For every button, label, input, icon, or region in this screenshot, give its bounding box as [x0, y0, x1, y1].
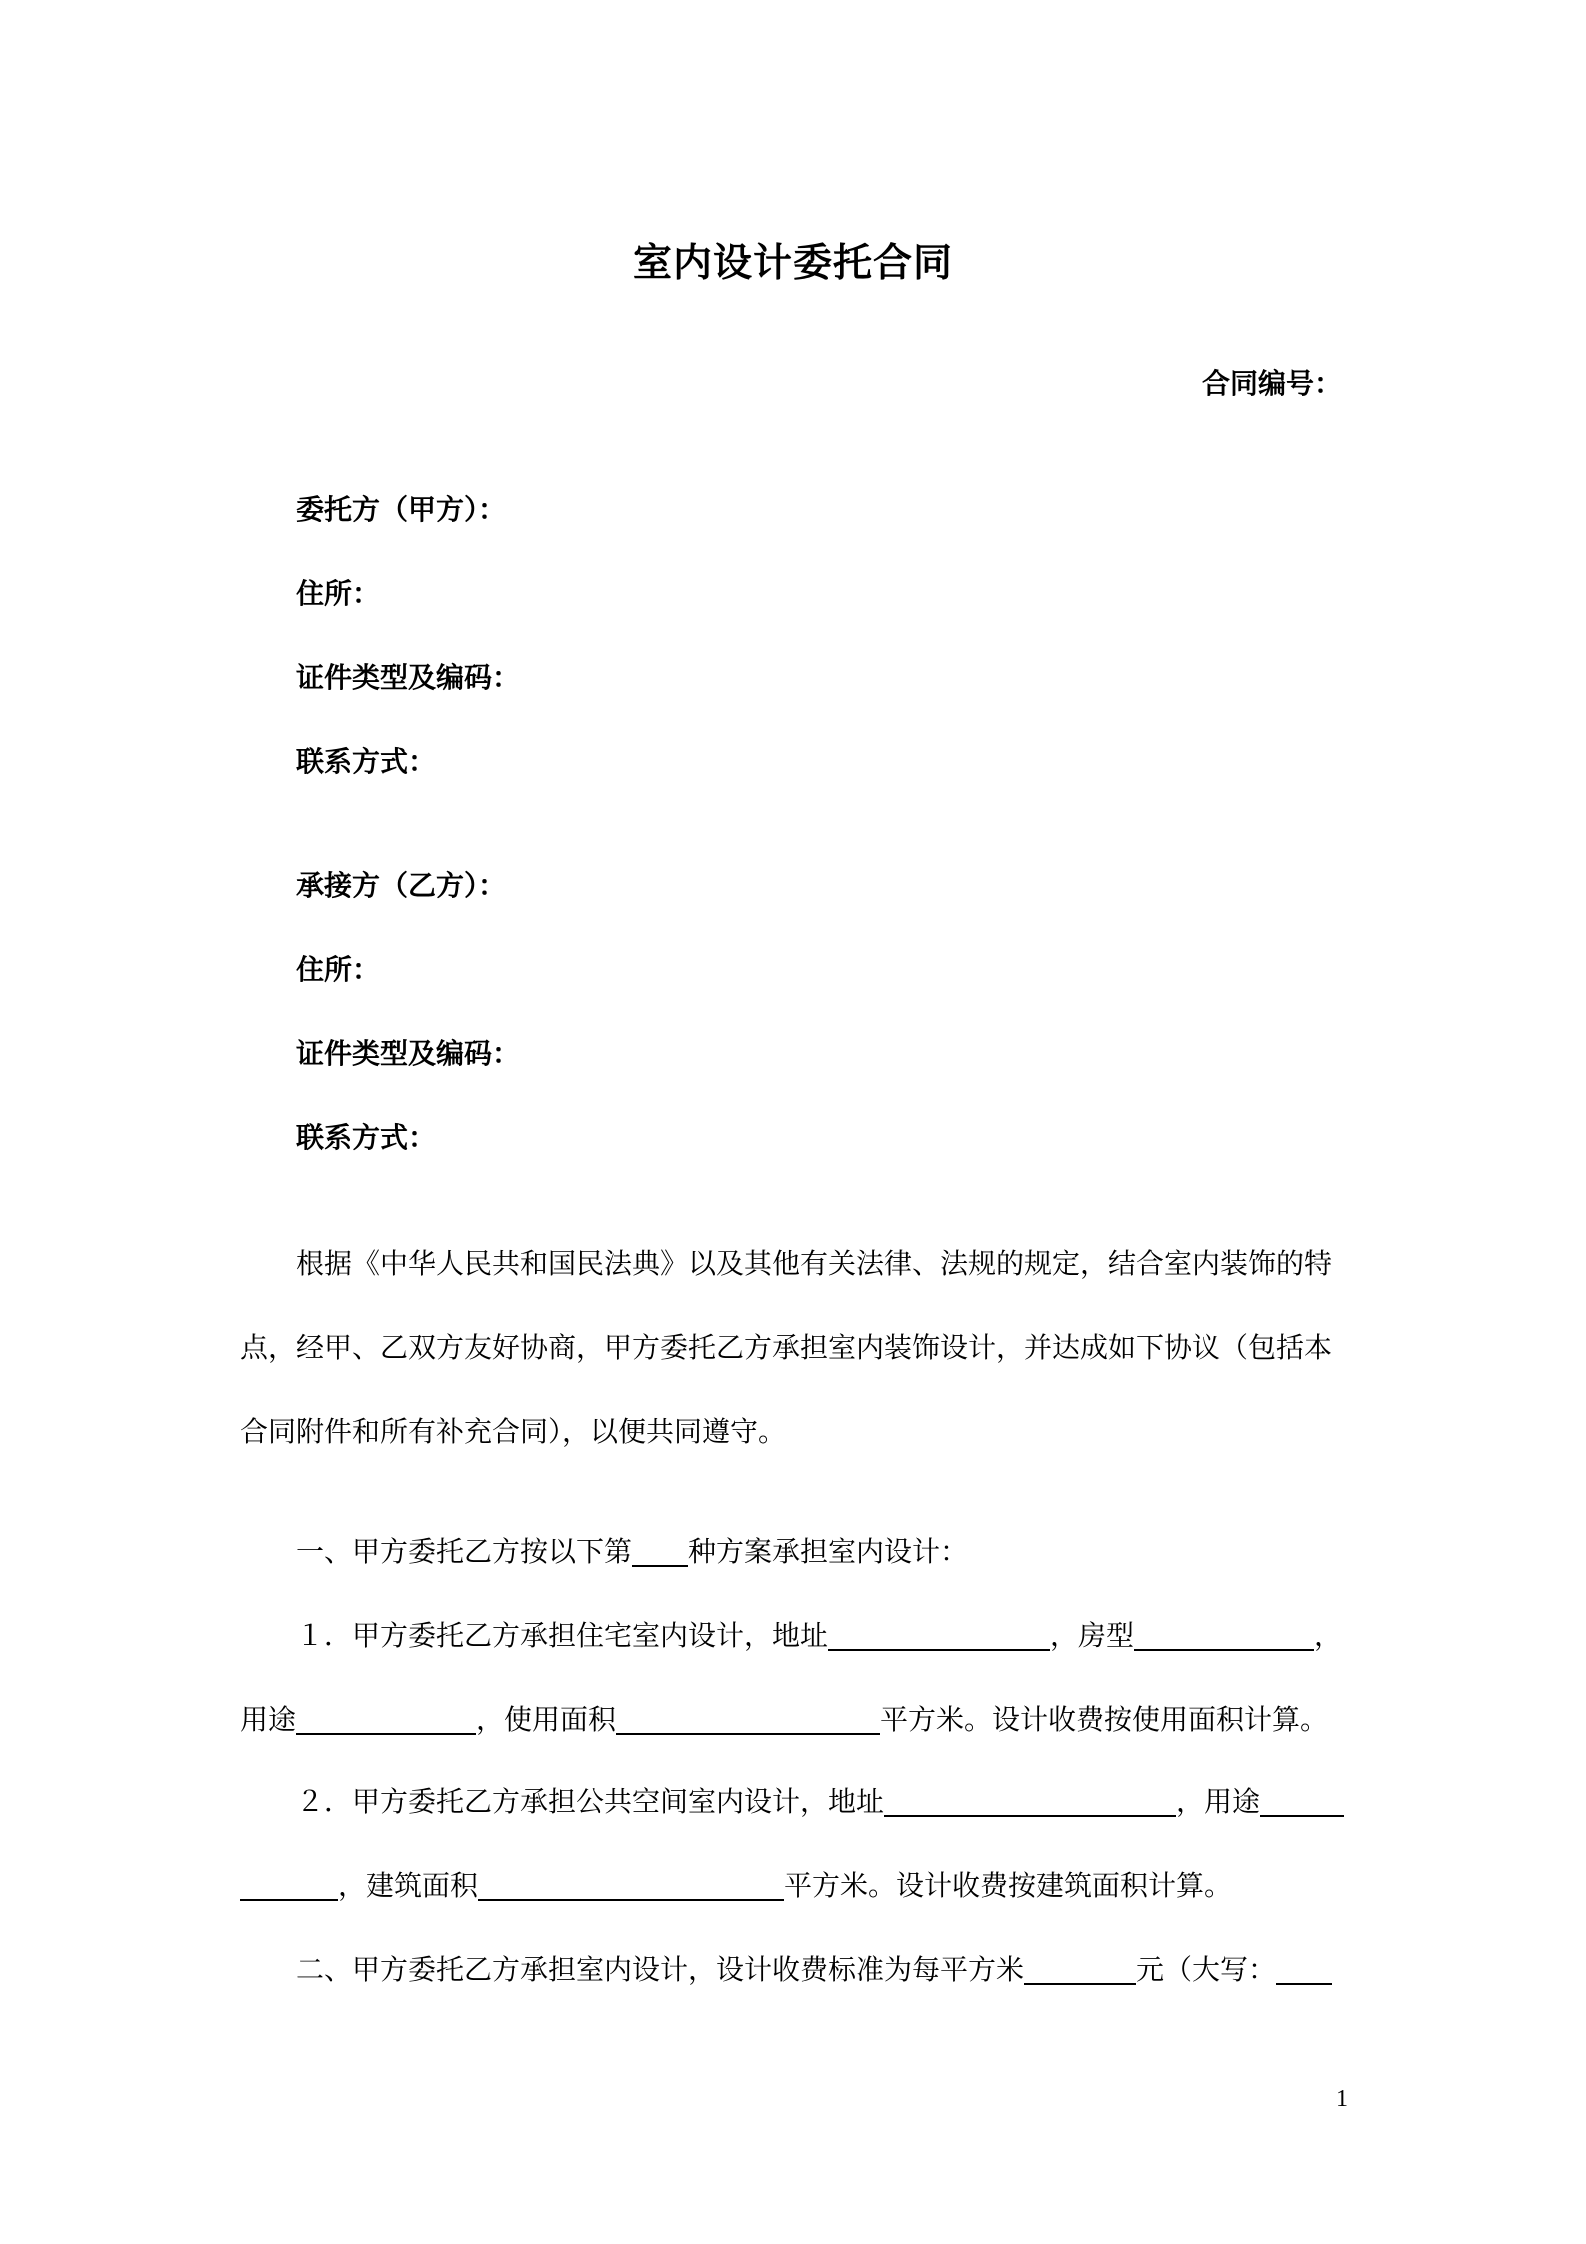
item-1-text-e: ，使用面积 — [476, 1703, 617, 1736]
preamble-paragraph — [240, 1222, 1346, 1474]
scheme-number-blank[interactable] — [632, 1535, 688, 1567]
clause-1-item-1-line-2 — [240, 1700, 1328, 1740]
item-1-text-d: 用途 — [240, 1703, 297, 1736]
public-space-use-blank-part-1[interactable] — [1260, 1785, 1344, 1817]
party-b-heading: 承接方（乙方）： — [296, 869, 507, 902]
house-type-blank[interactable] — [1134, 1619, 1314, 1651]
party-b-contact: 联系方式： — [296, 1121, 437, 1154]
contract-number-label: 合同编号： — [1201, 367, 1342, 400]
public-space-address-blank[interactable] — [884, 1785, 1176, 1817]
clause-2-line-1 — [296, 1950, 1332, 1990]
fee-uppercase-blank[interactable] — [1276, 1953, 1332, 1985]
fee-per-sqm-blank[interactable] — [1024, 1953, 1136, 1985]
residence-address-blank[interactable] — [828, 1619, 1050, 1651]
clause-1-item-1-line-1 — [296, 1616, 1342, 1656]
clause-1-item-2-line-1 — [296, 1782, 1344, 1822]
clause-1-intro-text-b: 种方案承担室内设计： — [688, 1535, 969, 1568]
clause-1-intro-text-a: 一、甲方委托乙方按以下第 — [296, 1535, 633, 1568]
item-2-text-a: ２．甲方委托乙方承担公共空间室内设计，地址 — [296, 1785, 885, 1818]
clause-2-text-b: 元（大写： — [1136, 1953, 1277, 1986]
clause-2-text-a: 二、甲方委托乙方承担室内设计，设计收费标准为每平方米 — [296, 1953, 1025, 1986]
preamble-text: 根据《中华人民共和国民法典》以及其他有关法律、法规的规定，结合室内装饰的特点，经甲、乙双方友好协商，甲方委托乙方承担室内装饰设计，并达成如下协议（包括本合同附件和所有补充合同），以便共同遵守。 — [240, 1247, 1333, 1448]
document-title: 室内设计委托合同 — [632, 241, 953, 286]
party-b-id: 证件类型及编码： — [296, 1037, 521, 1070]
item-1-text-b: ，房型 — [1050, 1619, 1135, 1652]
usable-area-blank[interactable] — [616, 1703, 880, 1735]
public-space-use-blank-part-2[interactable] — [240, 1869, 338, 1901]
residence-use-blank[interactable] — [296, 1703, 476, 1735]
clause-1-intro — [296, 1532, 968, 1572]
item-1-text-f: 平方米。设计收费按使用面积计算。 — [880, 1703, 1329, 1736]
item-2-text-b: ，用途 — [1176, 1785, 1261, 1818]
item-2-text-d: 平方米。设计收费按建筑面积计算。 — [784, 1869, 1233, 1902]
building-area-blank[interactable] — [478, 1869, 784, 1901]
item-2-text-c: ，建筑面积 — [338, 1869, 479, 1902]
clause-1-item-2-line-2 — [240, 1866, 1232, 1906]
item-1-text-a: １．甲方委托乙方承担住宅室内设计，地址 — [296, 1619, 829, 1652]
party-a-address: 住所： — [296, 577, 381, 610]
party-a-heading: 委托方（甲方）： — [296, 493, 507, 526]
party-a-id: 证件类型及编码： — [296, 661, 521, 694]
party-b-address: 住所： — [296, 953, 381, 986]
party-a-contact: 联系方式： — [296, 745, 437, 778]
item-1-text-c: ， — [1314, 1619, 1343, 1652]
page-number: 1 — [1336, 2086, 1348, 2112]
